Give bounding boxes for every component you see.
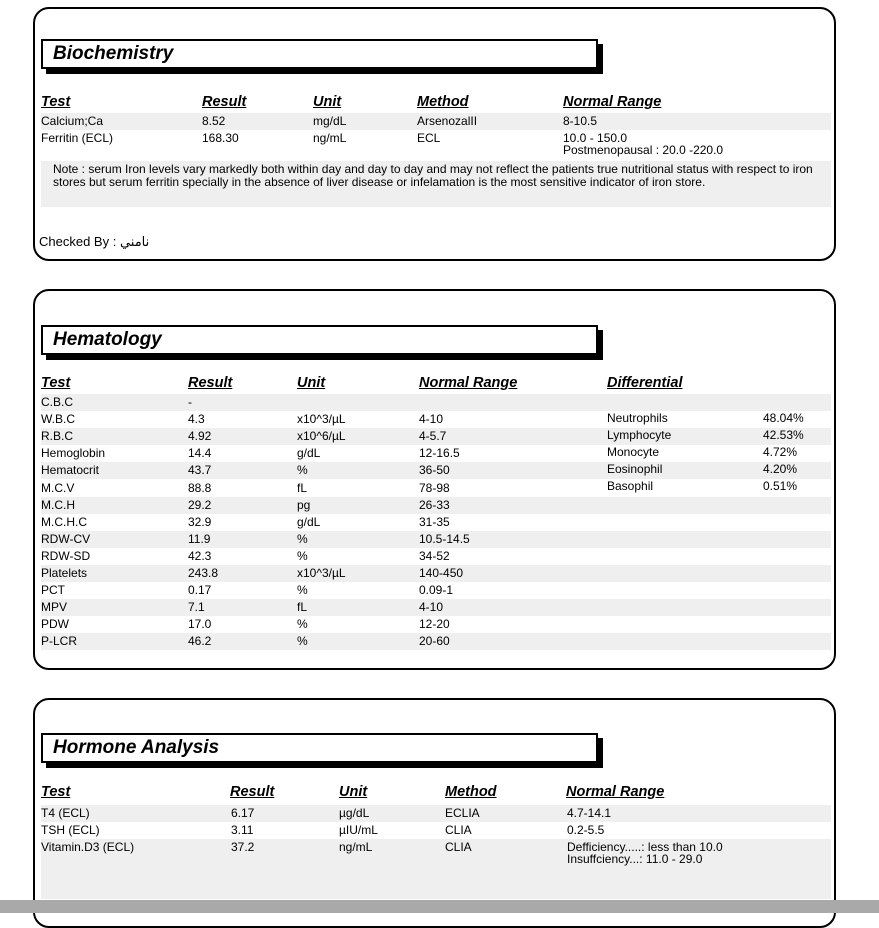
range-value: 12-16.5 (419, 446, 460, 461)
range-value: 4.7-14.1 (567, 806, 612, 820)
result-value: 168.30 (202, 131, 239, 145)
result-value: 8.52 (202, 114, 226, 128)
test-name: Calcium;Ca (41, 114, 104, 128)
range-value: 140-450 (419, 566, 464, 580)
unit-value: fL (297, 480, 308, 495)
range-line: 10.0 - 150.0 (563, 131, 628, 145)
test-name: Ferritin (ECL) (41, 131, 114, 145)
col-header-unit: Unit (339, 784, 368, 800)
unit-value: x10^6/µL (297, 429, 346, 444)
biochemistry-panel (33, 7, 836, 261)
range-line: Defficiency.....: less than 10.0 (567, 840, 723, 854)
differential-name: Lymphocyte (607, 428, 672, 443)
range-value: 0.2-5.5 (567, 823, 605, 837)
method-value: ECLIA (445, 806, 480, 820)
result-value: 43.7 (188, 463, 212, 478)
table-row (41, 582, 831, 599)
col-header-test: Test (41, 784, 71, 800)
range-value: 20-60 (419, 634, 450, 649)
test-name: M.C.H.C (41, 514, 87, 529)
range-value (563, 132, 723, 156)
differential-value: 4.20% (763, 462, 798, 477)
result-value: 42.3 (188, 548, 212, 563)
method-value: ECL (417, 131, 441, 145)
result-value: 0.17 (188, 583, 212, 598)
test-name: Hemoglobin (41, 446, 106, 461)
range-value: 10.5-14.5 (419, 531, 470, 546)
col-header-normal-range: Normal Range (566, 784, 665, 800)
section-title: Hematology (53, 329, 162, 350)
table-row (41, 616, 831, 633)
table-row (41, 462, 831, 479)
unit-value: µg/dL (339, 806, 370, 820)
range-value: 31-35 (419, 514, 450, 529)
test-name: W.B.C (41, 412, 76, 427)
table-row (41, 633, 831, 650)
range-value: 36-50 (419, 463, 450, 478)
table-row (41, 113, 831, 130)
table-row (41, 394, 831, 411)
test-name: TSH (ECL) (41, 823, 100, 837)
range-value: 12-20 (419, 617, 450, 632)
test-name: Hematocrit (41, 463, 100, 478)
table-row (41, 839, 831, 899)
test-name: M.C.V (41, 480, 75, 495)
method-value: ArsenozalII (417, 114, 478, 128)
test-name: MPV (41, 600, 68, 615)
result-value: 32.9 (188, 514, 212, 529)
result-value: 17.0 (188, 617, 212, 632)
unit-value: pg (297, 497, 311, 512)
range-value: 34-52 (419, 548, 450, 563)
unit-value: % (297, 463, 308, 478)
table-row (41, 130, 831, 160)
unit-value: fL (297, 600, 308, 615)
result-value: 46.2 (188, 634, 212, 649)
table-row (41, 411, 831, 428)
section-title-box (41, 325, 598, 355)
table-row (41, 822, 831, 839)
range-value: 4-10 (419, 412, 444, 427)
unit-value: x10^3/µL (297, 566, 346, 580)
result-value: 4.92 (188, 429, 212, 444)
unit-value: x10^3/µL (297, 412, 346, 427)
unit-value: % (297, 634, 308, 649)
table-row (41, 445, 831, 462)
range-value: 78-98 (419, 480, 450, 495)
test-name: Vitamin.D3 (ECL) (41, 840, 135, 854)
table-row (41, 514, 831, 531)
range-value: 26-33 (419, 497, 450, 512)
unit-value: g/dL (297, 446, 321, 461)
range-value: 8-10.5 (563, 114, 598, 128)
range-line-extra: Insuffciency...: 11.0 - 29.0 (567, 852, 703, 866)
unit-value: ng/mL (339, 840, 373, 854)
unit-value: % (297, 617, 308, 632)
section-title: Hormone Analysis (53, 737, 220, 758)
unit-value: g/dL (297, 514, 321, 529)
range-value: 4-10 (419, 600, 444, 615)
col-header-unit: Unit (297, 375, 326, 391)
unit-value: ng/mL (313, 131, 347, 145)
col-header-result: Result (188, 375, 233, 391)
unit-value: % (297, 531, 308, 546)
result-value: 4.3 (188, 412, 205, 427)
result-value: 14.4 (188, 446, 212, 461)
checked-by-name: نامني (119, 234, 150, 249)
col-header-result: Result (202, 94, 247, 110)
table-row (41, 480, 831, 497)
table-row (41, 531, 831, 548)
note-text: Note : serum Iron levels vary markedly both within day and day to day and may not reflect the patients true nutritional status with respect to iron stores but serum ferritin specially in the absence of liver disease or infelamation is the most sensitive indicator of iron store. (41, 161, 831, 207)
differential-value: 42.53% (763, 428, 804, 443)
section-title-box (41, 39, 598, 69)
section-title-box (41, 733, 598, 763)
result-value: 3.11 (231, 823, 254, 837)
col-header-method: Method (445, 784, 497, 800)
differential-value: 4.72% (763, 445, 798, 460)
test-name: M.C.H (41, 497, 75, 512)
method-value: CLIA (445, 840, 472, 854)
test-name: R.B.C (41, 429, 74, 444)
col-header-differential: Differential (607, 375, 683, 391)
col-header-result: Result (230, 784, 275, 800)
result-value: - (188, 395, 192, 409)
test-name: C.B.C (41, 395, 74, 409)
col-header-normal-range: Normal Range (563, 94, 662, 110)
result-value: 11.9 (188, 531, 211, 546)
unit-value: % (297, 583, 308, 598)
differential-name: Neutrophils (607, 411, 668, 425)
result-value: 7.1 (188, 600, 205, 615)
range-value: 4-5.7 (419, 429, 447, 444)
result-value: 243.8 (188, 566, 219, 580)
test-name: RDW-SD (41, 548, 91, 563)
differential-value: 0.51% (763, 479, 798, 494)
checked-by-label: Checked By : (39, 234, 117, 249)
table-row (41, 805, 831, 822)
test-name: Platelets (41, 566, 88, 580)
method-value: CLIA (445, 823, 472, 837)
range-value (567, 841, 723, 865)
test-name: PCT (41, 583, 65, 598)
range-value: 0.09-1 (419, 583, 454, 598)
table-row (41, 599, 831, 616)
col-header-test: Test (41, 94, 71, 110)
unit-value: mg/dL (313, 114, 347, 128)
col-header-normal-range: Normal Range (419, 375, 518, 391)
differential-name: Basophil (607, 479, 654, 494)
col-header-unit: Unit (313, 94, 342, 110)
table-row (41, 497, 831, 514)
bottom-scroll-bar (0, 900, 879, 913)
result-value: 29.2 (188, 497, 212, 512)
checked-by (39, 234, 149, 250)
range-line-extra: Postmenopausal : 20.0 -220.0 (563, 143, 724, 157)
table-row (41, 548, 831, 565)
test-name: PDW (41, 617, 69, 632)
result-value: 6.17 (231, 806, 255, 820)
table-row (41, 428, 831, 445)
test-name: P-LCR (41, 634, 78, 649)
hormone-panel (33, 698, 836, 928)
differential-name: Monocyte (607, 445, 660, 460)
hematology-panel (33, 289, 836, 670)
test-name: T4 (ECL) (41, 806, 90, 820)
result-value: 37.2 (231, 840, 255, 854)
test-name: RDW-CV (41, 531, 91, 546)
unit-value: µIU/mL (339, 823, 378, 837)
col-header-method: Method (417, 94, 469, 110)
col-header-test: Test (41, 375, 71, 391)
differential-name: Eosinophil (607, 462, 663, 477)
table-row (41, 565, 831, 582)
unit-value: % (297, 548, 308, 563)
differential-value: 48.04% (763, 411, 804, 425)
section-title: Biochemistry (53, 43, 174, 64)
result-value: 88.8 (188, 480, 212, 495)
